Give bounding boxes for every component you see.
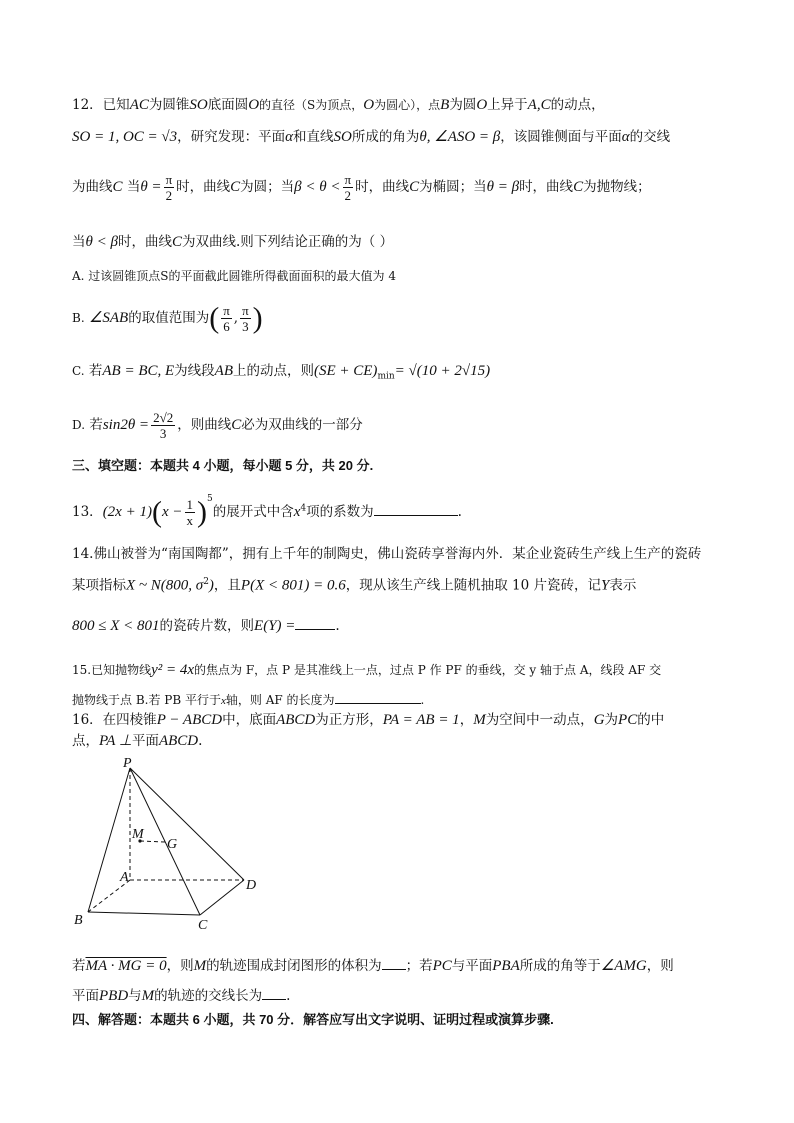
q13-number: 13． [72,504,103,520]
text: 点， [72,733,99,749]
text: 当 [126,179,141,195]
q12-option-d [72,410,363,441]
text: 的轨迹围成封闭图形的体积为 [206,958,382,974]
math-ac: A,C [527,97,551,113]
math-o: O [476,97,488,113]
text: 项的系数为 [306,504,374,520]
math-y: Y [601,577,610,594]
math-pa-perp: PA ⊥ [99,733,132,749]
math-ey: E(Y) = [254,618,296,634]
comma: , [233,310,239,326]
numerator: π [344,172,352,187]
math-x-minus: x − [161,504,183,520]
option-label: D. [72,418,86,432]
text: ，现从该生产线上随机抽取 10 片瓷砖，记 [345,577,601,594]
option-label: C. [72,364,85,378]
right-paren: ) [197,495,207,529]
answer-blank[interactable] [335,691,421,704]
math-normal-dist: X ~ N(800, σ [126,577,204,594]
text: 为椭圆；当 [419,179,487,195]
text: 上异于 [487,97,528,113]
math-x: x [220,695,226,707]
text: 的瓷砖片数，则 [159,618,255,634]
text: 若 [89,417,103,433]
math-c: C [230,179,241,195]
segment-mg-hidden [140,841,165,842]
q16-line-4 [72,987,290,1005]
math-b: B [440,97,450,113]
text: 与 [128,988,142,1004]
left-paren: ( [151,495,162,529]
math-sin2theta: sin2θ = [102,417,150,433]
math-c: C [409,179,420,195]
math-so-oc: SO = 1, OC = √3 [72,129,178,145]
edge-cd [200,880,244,915]
text: 的焦点为 F，点 P 是其准线上一点，过点 P 作 PF 的垂线，交 y 轴于点 A，线段 AF 交 [194,663,662,677]
exponent-2: 2 [203,577,209,587]
label-p: P [123,756,132,771]
text: 上的动点，则 [232,363,314,379]
math-m: M [473,712,486,728]
math-angle-sab: ∠SAB [88,310,129,326]
fraction-2sqrt2-over-3 [151,410,175,441]
text: 当 [72,234,86,250]
text: 15.已知抛物线 [72,663,152,677]
math-pbd: PBD [99,988,129,1004]
right-paren: ) [252,301,263,335]
q12-line-3 [72,172,651,203]
math-angle-amg: ∠AMG [600,958,647,974]
text: 平面 [131,733,159,749]
fraction-pi-over-2 [164,172,175,203]
period: . [286,988,291,1004]
text: 底面圆 [207,97,249,113]
text: 与平面 [451,958,493,974]
text: ， [459,712,474,728]
math-x: x [293,504,301,520]
math-pba: PBA [492,958,520,974]
text: 为圆心），点 [374,98,441,112]
math-c: C [573,179,584,195]
answer-blank[interactable] [374,503,458,516]
text: 为双曲线.则下列结论正确的为（ ） [181,234,394,250]
denominator: 3 [242,319,249,334]
label-c: C [198,918,208,933]
answer-blank-1[interactable] [382,957,406,970]
section-3-heading: 三、填空题：本题共 4 小题，每小题 5 分，共 20 分. [72,458,374,473]
label-a: A [120,870,129,885]
math-pa-ab: PA = AB = 1 [382,712,460,728]
q15-line-1 [72,661,661,679]
q14-line-2 [72,573,636,595]
exponent-5: 5 [207,493,213,504]
math-alpha: α [285,129,294,145]
math-so: SO [333,129,352,145]
text: 为正方形， [315,712,383,728]
math-range: β < θ < [294,179,341,195]
q12-number-text: 12．已知 [72,97,130,113]
math-abcd: ABCD [158,733,199,749]
text: ，该圆锥侧面与平面 [500,129,622,145]
math-theta-beta: θ = β [486,179,520,195]
period: . [198,733,203,749]
math-g: G [593,712,605,728]
math-m: M [193,958,207,974]
q12-line-4 [72,233,393,251]
numerator: π [165,172,173,187]
text: 抛物线于点 B.若 PB 平行于 [72,693,221,707]
text: ，研究发现：平面 [177,129,286,145]
q12-option-c [72,362,490,386]
text: 的动点， [550,97,605,113]
text: 轴，则 AF 的长度为 [225,693,335,707]
math-theta-beta: θ, ∠ASO = β [419,129,501,145]
q12-line-1 [72,96,605,114]
exponent-4: 4 [300,503,307,514]
q13 [72,493,462,529]
text: 为空间中一动点， [485,712,594,728]
period: . [457,504,462,520]
option-label: B. [72,311,85,325]
text: 为圆 [449,97,477,113]
fraction-pi-over-2 [343,172,354,203]
math-so: SO [189,97,208,113]
math-sqrt-value: = √(10 + 2√15) [394,363,491,379]
math-theta: θ = [140,179,162,195]
q14-line-3 [72,617,340,635]
text: 为圆；当 [240,179,295,195]
math-pyramid: P − ABCD [156,712,223,728]
text: 的中 [637,712,665,728]
numerator: 2√2 [153,410,174,425]
text: 16．在四棱锥 [72,712,157,728]
q12-option-a [72,267,396,285]
option-a-text: A. 过该圆锥顶点S的平面截此圆锥所得截面面积的最大值为 4 [72,269,396,283]
math-abcd: ABCD [276,712,316,728]
text: 的直径（S为顶点， [259,98,364,112]
math-m: M [141,988,155,1004]
math-vector-dot: MA · MG = 0 [85,958,167,974]
text: 某项指标 [72,577,126,594]
math-o: O [248,97,260,113]
label-d: D [246,878,257,893]
denominator: x [186,513,193,528]
math-pc: PC [618,712,638,728]
numerator: π [242,303,249,318]
pyramid-figure [68,756,268,936]
period: . [335,618,340,634]
math-probability: P(X < 801) = 0.6 [240,577,346,594]
text: 必为双曲线的一部分 [241,417,363,433]
answer-blank[interactable] [295,617,335,630]
q12-line-2 [72,128,670,146]
math-ac: AC [129,97,149,113]
text: ，则 [166,958,194,974]
text: ，则 [646,958,674,974]
text: 若 [88,363,103,379]
text: 的交线 [629,129,671,145]
text: ；若 [405,958,433,974]
math-pc: PC [432,958,452,974]
text: 为圆锥 [148,97,190,113]
q14-line-1: 14.佛山被誉为“南国陶都”，拥有上千年的制陶史，佛山瓷砖享誉海内外．某企业瓷砖生产线上生产的瓷砖 [72,546,702,562]
text: 为线段 [174,363,215,379]
math-range: 800 ≤ X < 801 [72,618,160,634]
text: 时，曲线 [117,234,172,250]
text: 的展开式中含 [212,504,294,520]
text: 所成的角等于 [519,958,601,974]
text: 表示 [609,577,637,594]
edge-pb [88,768,130,912]
denominator: 6 [223,319,230,334]
label-g: G [167,837,178,852]
text: 若 [72,958,86,974]
math-c: C [171,234,182,250]
text: 为 [604,712,619,728]
text: 平面 [72,988,99,1004]
section-4-heading: 四、解答题：本题共 6 小题，共 70 分．解答应写出文字说明、证明过程或演算步骤. [72,1012,554,1027]
math-alpha: α [621,129,630,145]
math-paren: ) [208,577,214,594]
text: 的轨迹的交线长为 [154,988,263,1004]
denominator: 2 [165,188,173,203]
text: 为曲线 [72,179,113,195]
text: 所成的角为 [351,129,420,145]
text: 为抛物线； [583,179,651,195]
denominator: 3 [159,426,167,441]
text: 中，底面 [222,712,277,728]
edge-pd [130,768,244,880]
numerator: 1 [186,497,193,512]
left-paren: ( [209,301,220,335]
fraction-pi-over-3 [240,303,251,334]
math-se-ce: (SE + CE) [313,363,378,379]
math-ab: AB [214,363,233,379]
answer-blank-2[interactable] [262,987,286,1000]
text: 的取值范围为 [128,310,210,326]
math-o: O [363,97,375,113]
q16-line-3 [72,957,674,975]
q16-line-1 [72,711,664,729]
fraction-pi-over-6 [221,303,232,334]
math-2x-plus-1: (2x + 1) [102,504,152,520]
q15-line-2 [72,691,424,710]
math-c: C [112,179,123,195]
q12-option-b [72,303,263,334]
math-ab-bc: AB = BC, E [102,363,175,379]
text: 时，曲线 [176,179,231,195]
text: ，且 [213,577,241,594]
denominator: 2 [344,188,352,203]
text: 时，曲线 [355,179,410,195]
label-m: M [132,827,144,842]
edge-bc [88,912,200,915]
period: . [420,693,425,707]
math-theta-lt-beta: θ < β [85,234,118,250]
q16-line-2 [72,732,202,750]
fraction-1-over-x [185,497,196,528]
text: 和直线 [293,129,334,145]
subscript-min: min [377,371,395,382]
text: 时，曲线 [519,179,574,195]
label-b: B [74,913,83,928]
numerator: π [223,303,230,318]
math-c: C [231,417,242,433]
math-parabola: y² = 4x [151,662,195,678]
text: ，则曲线 [177,417,232,433]
